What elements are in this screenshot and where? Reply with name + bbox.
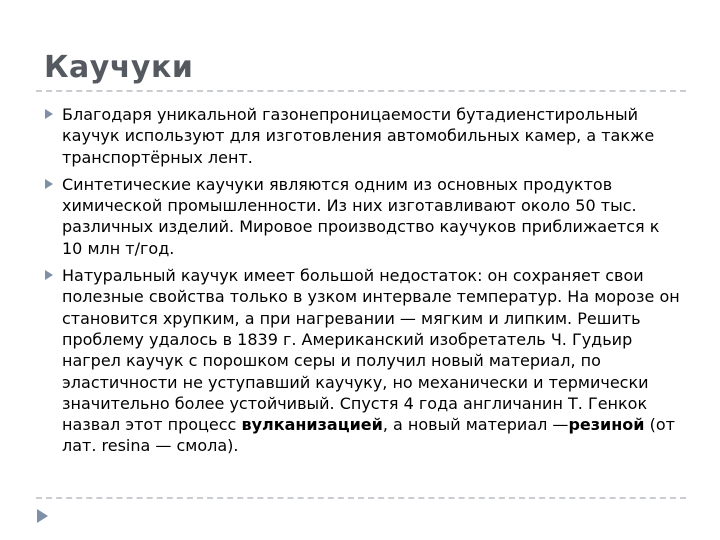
footer-divider <box>36 497 686 499</box>
slide-title: Каучуки <box>44 50 194 85</box>
bullet-text: Синтетические каучуки являются одним из основных продуктов химической промышленности. Из них изготавливают около 50 тыс. различных изделий. Мировое производство каучуков приближается к 10 млн т/год. <box>62 174 660 258</box>
bullet-item <box>42 104 682 168</box>
term-vulcanization: вулканизацией <box>241 415 383 435</box>
bullet-item <box>42 174 682 259</box>
bullet-text-part: , а новый материал — <box>382 415 569 435</box>
triangle-bullet-icon <box>45 270 53 280</box>
triangle-bullet-icon <box>45 179 53 189</box>
bullet-text: Благодаря уникальной газонепроницаемости бутадиенстирольный каучук используют для изготовления автомобильных камер, а также транспортёрных лент. <box>62 105 655 167</box>
bullet-text-part: Натуральный каучук имеет большой недостаток: он сохраняет свои полезные свойства только в узком интервале температур. На морозе он становится хрупким, а при нагревании — мягким и липким. Решить проблему удалось в 1839 г. Американский изобретатель Ч. Гудьир нагрел каучук с порошком серы и получил новый материал, по эластичности не уступавший каучуку, но механически и термически значительно более устойчивый. Спустя 4 года англичанин Т. Генкок назвал этот процесс <box>62 266 680 435</box>
triangle-bullet-icon <box>45 109 53 119</box>
term-rubber: резиной <box>568 415 645 435</box>
bullet-text-part: (от лат. resina — смола). <box>62 415 675 456</box>
bullet-text <box>62 265 682 457</box>
title-divider <box>36 90 686 92</box>
bullet-list <box>42 104 682 463</box>
bullet-item <box>42 265 682 457</box>
triangle-nav-icon[interactable] <box>37 509 48 523</box>
